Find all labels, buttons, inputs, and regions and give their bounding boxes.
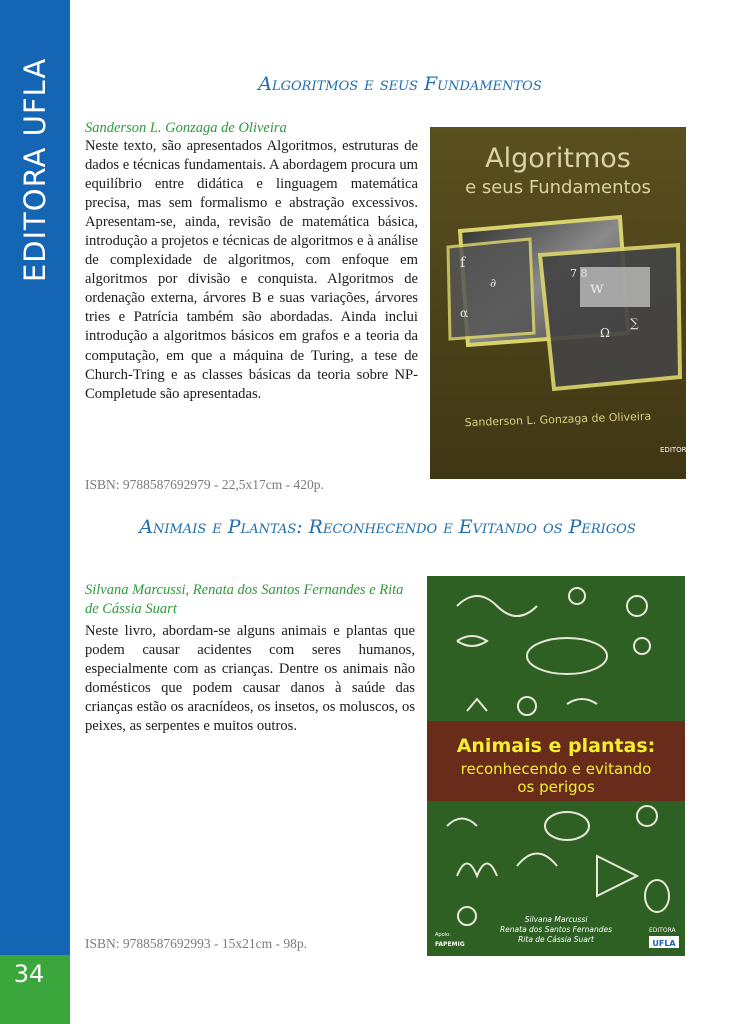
- page-number: 34: [13, 960, 45, 988]
- book2-cover-author-2: Renata dos Santos Fernandes: [499, 925, 613, 934]
- svg-text:∂: ∂: [490, 276, 497, 290]
- book2-cover-author-3: Rita de Cássia Suart: [518, 935, 594, 944]
- book2-cover-subtitle: reconhecendo e evitando: [460, 760, 652, 778]
- book2-cover-sponsor: FAPEMIG: [435, 941, 465, 948]
- book2-cover-publisher: EDITORA: [649, 927, 676, 934]
- sidebar-title: EDITORA UFLA: [18, 57, 52, 283]
- book2-description: Neste livro, abordam-se alguns animais e plantas que podem causar acidentes com seres humanos, especialmente com as crianças. Dentre os animais não domésticos que podem causar danos à saúde das crianças estão os aracnídeos, os insetos, os moluscos, os peixes, as serpentes e muitos outros.: [85, 623, 415, 735]
- book1-cover-publisher: EDITORA: [660, 446, 692, 454]
- svg-text:Ω: Ω: [600, 326, 610, 340]
- sidebar: [0, 0, 70, 1024]
- book1-cover-art: [430, 127, 692, 479]
- book1-cover-author: Sanderson L. Gonzaga de Oliveira: [464, 409, 652, 430]
- svg-text:α: α: [460, 306, 469, 320]
- book1-description: Neste texto, são apresentados Algoritmos, estruturas de dados e técnicas fundamentais. A abordagem procura um equilíbrio entre didática e linguagem matemática precisa, mas sem formalismo e abstração excessivos. Apresentam-se, ainda, revisão de matemática básica, introdução a projetos e técnicas de algoritmos e à análise de complexidade de algoritmos, com enfoque em algoritmos por divisão e conquista. Algoritmos de ordenação externa, árvores B e suas variações, árvores tries e Patrícia também são abordadas. Ainda inclui introdução a algoritmos básicos em grafos e a teoria da computação, em que a máquina de Turing, a tese de Church-Tring e as classes básicas da teoria sobre NP-Completude são apresentadas.: [85, 138, 418, 402]
- book1-cover-subtitle: e seus Fundamentos: [465, 177, 651, 198]
- book1-isbn: ISBN: 9788587692979 - 22,5x17cm - 420p.: [85, 477, 324, 492]
- book2-cover-publisher-logo: UFLA: [652, 939, 676, 948]
- svg-text:∑: ∑: [630, 316, 639, 330]
- svg-text:w: w: [590, 278, 604, 297]
- book2-cover-title: Animais e plantas:: [456, 735, 656, 757]
- book2-cover: [427, 576, 685, 956]
- svg-text:f: f: [460, 255, 466, 271]
- book2-cover-subtitle-2: os perigos: [517, 778, 595, 796]
- book1-title: Algoritmos e seus Fundamentos: [258, 73, 542, 95]
- book2-cover-author-1: Silvana Marcussi: [524, 915, 588, 924]
- book2-cover-support-label: Apoio:: [435, 932, 451, 938]
- svg-text:7 8: 7 8: [570, 267, 588, 280]
- book1-cover: [430, 127, 692, 479]
- book2-isbn: ISBN: 9788587692993 - 15x21cm - 98p.: [85, 936, 307, 951]
- book2-cover-art: [427, 576, 685, 956]
- book2-author: Silvana Marcussi, Renata dos Santos Fernandes e Rita de Cássia Suart: [85, 582, 404, 617]
- book1-cover-title: Algoritmos: [485, 143, 631, 174]
- book1-author: Sanderson L. Gonzaga de Oliveira: [85, 120, 287, 136]
- book2-title: Animais e Plantas: Reconhecendo e Evitando os Perigos: [139, 516, 636, 538]
